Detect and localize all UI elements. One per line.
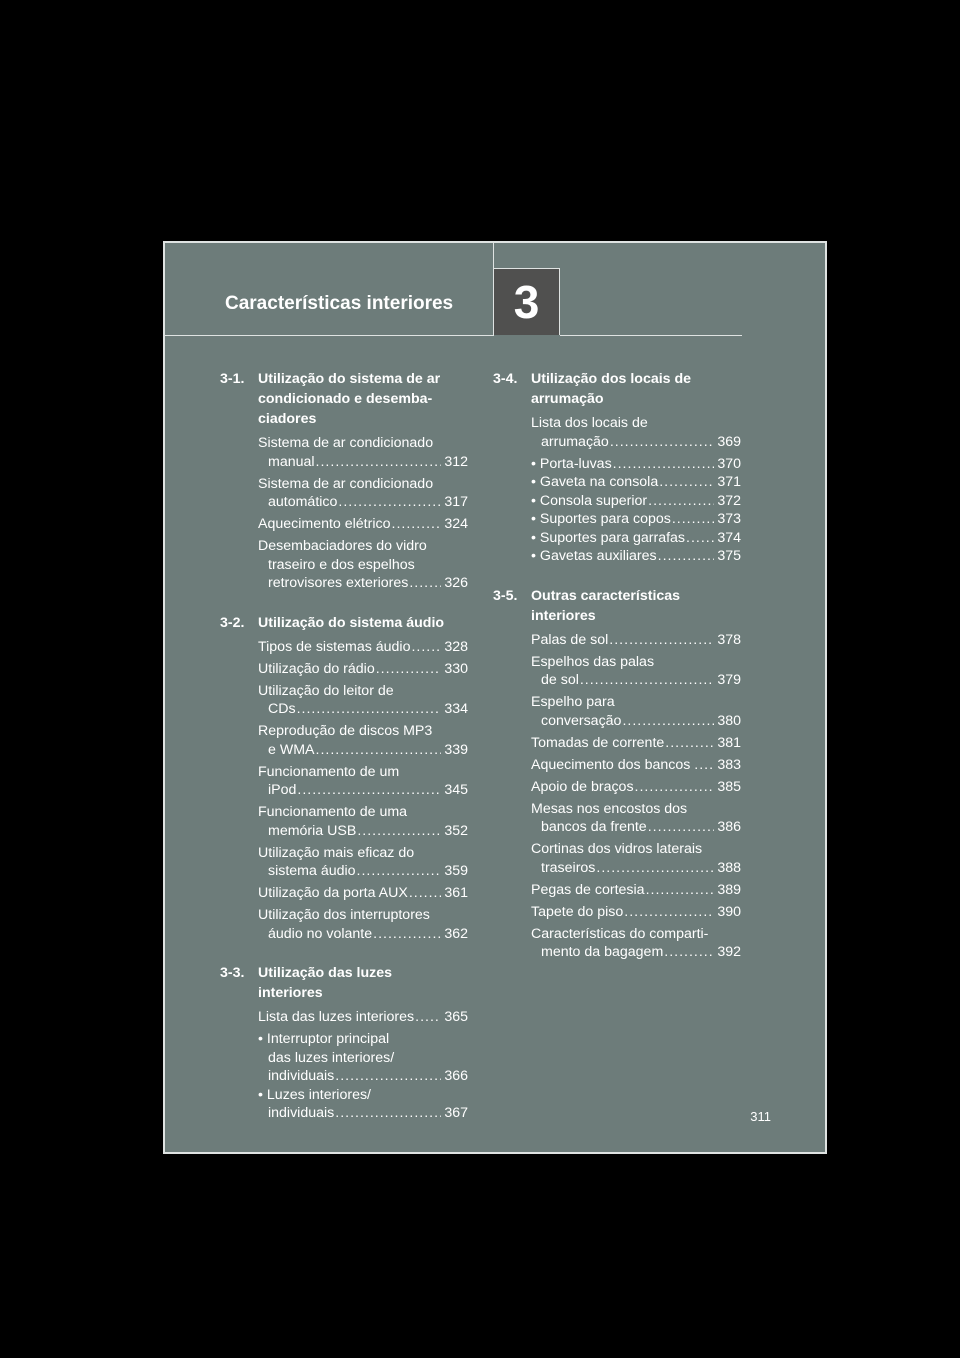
entry-text: Sistema de ar condicionado [258,475,434,492]
entry-line [531,631,741,650]
leader-dots [335,1067,441,1086]
entry-line [258,862,468,881]
section-title [258,369,468,429]
leader-dots [580,671,714,690]
toc-entry[interactable] [220,1086,468,1123]
entry-page-number: 345 [444,782,468,798]
toc-left-column [220,369,468,1143]
toc-entry[interactable] [220,722,468,759]
toc-entry[interactable] [493,925,741,962]
entry-text: CDs [268,701,296,717]
section-number: 3-4. [493,371,518,387]
entry-line [258,475,468,494]
entry-text: traseiros [541,859,596,876]
section-title-line: condicionado e desemba- [258,391,433,407]
entry-text: automático [268,494,338,510]
leader-dots [646,881,715,900]
entry-text: Utilização dos interruptores [258,907,430,923]
entry-text: Espelhos das palas [531,653,655,670]
entry-line [258,906,468,925]
entry-text: Mesas nos encostos dos [531,800,688,817]
entry-line [258,660,468,679]
entry-line [531,547,741,566]
entry-line [258,844,468,863]
entry-line [531,800,741,819]
leader-dots [409,884,441,903]
section-title [258,963,468,1003]
entry-page-number: 370 [717,455,741,472]
toc-entry[interactable] [493,631,741,650]
entry-text: das luzes interiores/ [268,1049,395,1066]
leader-dots [338,493,441,512]
entry-line [258,700,468,719]
leader-dots [357,822,441,841]
entry-text: • Gaveta na consola [531,474,659,490]
toc-entry[interactable] [493,653,741,690]
toc-entry[interactable] [493,547,741,566]
toc-entry[interactable] [493,414,741,451]
entry-page-number: 381 [717,734,741,751]
entry-text: mento da bagagem [541,944,664,960]
entry-line [531,693,741,712]
section-title [258,613,468,633]
toc-entry[interactable] [493,734,741,753]
toc-entry[interactable] [493,800,741,837]
entry-line [258,1104,468,1123]
section-title-line: Utilização dos locais de [531,371,692,387]
leader-dots [609,631,714,650]
entry-line [258,434,468,453]
section-title [531,369,741,409]
toc-entry[interactable] [493,756,741,775]
entry-line [258,741,468,760]
toc-entry[interactable] [220,1030,468,1086]
section-title-line: Utilização do sistema de ar [258,371,441,387]
entry-page-number: 383 [717,756,741,773]
entry-text: Tipos de sistemas áudio [258,638,411,655]
entry-line [531,881,741,900]
entry-text: Espelho para [531,694,615,710]
entry-line [531,529,741,548]
entry-line [531,492,741,511]
entry-text: Pegas de cortesia [531,881,645,898]
leader-dots [415,1008,441,1027]
entry-text: Cortinas dos vidros laterais [531,841,703,857]
entry-text: memória USB [268,822,357,839]
entry-page-number: 388 [717,859,741,876]
leader-dots [392,515,442,534]
entry-line [258,537,468,556]
leader-dots [635,778,715,797]
toc-entry[interactable] [493,881,741,900]
chapter-number-badge: 3 [493,268,560,335]
entry-text: bancos da frente [541,819,647,835]
section-title-line: Utilização das luzes [258,965,393,981]
entry-text: Funcionamento de uma [258,804,408,820]
toc-entry[interactable] [220,434,468,471]
entry-line [258,453,468,472]
entry-page-number: 362 [444,925,468,942]
leader-dots [297,781,441,800]
entry-line [258,1086,468,1105]
entry-line [258,781,468,800]
leader-dots [316,453,442,472]
entry-line [258,722,468,741]
entry-page-number: 330 [444,660,468,677]
section-title [531,586,741,626]
entry-text: Funcionamento de um [258,763,400,780]
entry-text: Utilização mais eficaz do [258,844,415,861]
leader-dots [411,638,441,657]
entry-line [531,859,741,878]
toc-entry[interactable] [493,693,741,730]
section-number: 3-5. [493,587,518,604]
section-title-line: ciadores [258,411,317,427]
entry-line [531,818,741,837]
leader-dots [596,859,714,878]
leader-dots [659,473,714,492]
toc-section [493,369,741,566]
toc-entry[interactable] [220,682,468,719]
toc-entry[interactable] [220,660,468,679]
entry-page-number: 369 [717,433,741,450]
section-title-line: Outras características [531,587,681,604]
entry-text: • Suportes para copos [531,511,671,527]
entry-text: arrumação [541,433,609,450]
entry-line [531,903,741,922]
entry-text: Lista dos locais de [531,415,648,431]
entry-text: manual [268,453,315,470]
entry-line [531,671,741,690]
entry-page-number: 366 [444,1068,468,1084]
toc-entry[interactable] [220,638,468,657]
entry-line [258,556,468,575]
entry-text: • Gavetas auxiliares [531,548,657,564]
toc-entry[interactable] [220,537,468,593]
toc-entry[interactable] [493,455,741,474]
toc-entry[interactable] [493,903,741,922]
entry-text: Tomadas de corrente [531,734,665,751]
entry-page-number: 361 [444,885,468,901]
entry-page-number: 378 [717,631,741,648]
toc-entry[interactable] [493,529,741,548]
section-heading [493,586,741,626]
entry-text: • Interruptor principal [258,1031,390,1047]
toc-entry[interactable] [220,906,468,943]
entry-line [531,925,741,944]
entry-text: • Consola superior [531,492,648,509]
entry-line [258,574,468,593]
entry-page-number: 375 [717,548,741,564]
entry-page-number: 317 [444,494,468,510]
leader-dots [316,741,442,760]
header-divider-vertical [493,243,494,268]
entry-line [531,734,741,753]
entry-page-number: 367 [444,1105,468,1121]
section-title-line: interiores [258,985,323,1001]
entry-line [531,756,741,775]
section-title-line: interiores [531,607,596,624]
entry-page-number: 389 [717,881,741,898]
entry-line [258,763,468,782]
header-rule-right [560,335,742,336]
toc-right-column [493,369,741,982]
leader-dots [373,925,441,944]
entry-text: Tapete do piso [531,903,624,920]
entry-line [531,433,741,452]
entry-text: Utilização do rádio [258,660,375,677]
entry-page-number: 371 [717,474,741,490]
entry-page-number: 380 [717,712,741,729]
section-heading [220,613,468,633]
toc-entry[interactable] [493,840,741,877]
entry-line [258,638,468,657]
toc-entry[interactable] [493,510,741,529]
entry-text: • Porta-luvas [531,455,612,472]
chapter-title: Características interiores [225,293,454,314]
entry-text: sistema áudio [268,863,356,879]
entry-text: de sol [541,672,579,688]
entry-text: individuais [268,1105,335,1121]
entry-page-number: 372 [717,492,741,509]
leader-dots [658,547,715,566]
leader-dots [665,734,714,753]
entry-page-number: 386 [717,819,741,835]
entry-line [258,884,468,903]
toc-section [493,586,741,962]
entry-page-number: 379 [717,672,741,688]
section-number: 3-3. [220,965,245,981]
entry-line [258,803,468,822]
entry-text: Desembaciadores do vidro [258,538,427,554]
entry-page-number: 365 [444,1009,468,1025]
entry-line [531,943,741,962]
entry-text: traseiro e dos espelhos [268,556,415,573]
entry-line [258,1049,468,1068]
leader-dots [672,510,714,529]
entry-text: Aquecimento elétrico [258,516,391,532]
entry-line [531,653,741,672]
toc-entry[interactable] [220,515,468,534]
entry-line [258,822,468,841]
entry-line [531,712,741,731]
section-heading [220,369,468,429]
leader-dots [648,492,714,511]
toc-entry[interactable] [220,763,468,800]
toc-entry[interactable] [493,778,741,797]
leader-dots [376,660,442,679]
entry-text: Aquecimento dos bancos . [531,756,699,773]
entry-text: Utilização do leitor de [258,682,394,699]
entry-text: Utilização da porta AUX [258,885,408,901]
entry-page-number: 326 [444,575,468,591]
entry-line [258,1067,468,1086]
entry-text: individuais [268,1068,335,1084]
entry-text: Lista das luzes interiores [258,1009,415,1025]
entry-page-number: 359 [444,863,468,879]
entry-text: Reprodução de discos MP3 [258,723,433,739]
entry-line [531,510,741,529]
entry-page-number: 385 [717,778,741,795]
section-number: 3-1. [220,371,245,387]
entry-line [531,473,741,492]
leader-dots [297,700,442,719]
toc-entry[interactable] [493,473,741,492]
toc-entry[interactable] [220,803,468,840]
entry-text: Apoio de braços [531,778,634,795]
section-heading [220,963,468,1003]
entry-text: Sistema de ar condicionado [258,435,434,451]
entry-page-number: 339 [444,741,468,758]
leader-dots [357,862,442,881]
toc-entry[interactable] [220,884,468,903]
entry-line [258,515,468,534]
toc-section [220,369,468,593]
entry-line [258,493,468,512]
entry-text: Características do comparti- [531,925,709,942]
entry-page-number: 312 [444,453,468,470]
entry-page-number: 390 [717,903,741,920]
entry-line [531,778,741,797]
entry-line [258,1008,468,1027]
entry-text: • Luzes interiores/ [258,1086,372,1103]
toc-entry[interactable] [493,492,741,511]
toc-entry[interactable] [220,475,468,512]
toc-entry[interactable] [220,1008,468,1027]
manual-page [163,241,827,1154]
leader-dots [335,1104,441,1123]
section-heading [493,369,741,409]
entry-page-number: 373 [717,511,741,527]
entry-line [258,1030,468,1049]
entry-line [258,925,468,944]
toc-section [220,963,468,1123]
entry-text: retrovisores exteriores [268,575,409,591]
leader-dots [610,433,715,452]
section-title-line: arrumação [531,391,604,407]
section-number: 3-2. [220,614,245,631]
entry-page-number: 352 [444,822,468,839]
entry-page-number: 334 [444,701,468,717]
leader-dots [622,712,714,731]
entry-line [531,414,741,433]
leader-dots [699,756,714,775]
entry-text: e WMA [268,741,315,758]
entry-text: conversação [541,712,622,729]
toc-entry[interactable] [220,844,468,881]
entry-page-number: 324 [444,516,468,532]
entry-text: áudio no volante [268,925,373,942]
entry-line [531,840,741,859]
leader-dots [648,818,715,837]
section-title-line: Utilização do sistema áudio [258,614,445,631]
entry-text: • Suportes para garrafas [531,529,686,546]
entry-text: Palas de sol [531,631,609,648]
page-number: 311 [750,1109,771,1124]
leader-dots [409,574,441,593]
entry-text: iPod [268,782,297,798]
entry-line [531,455,741,474]
leader-dots [624,903,714,922]
leader-dots [686,529,714,548]
toc-section [220,613,468,944]
leader-dots [664,943,714,962]
entry-page-number: 374 [717,529,741,546]
entry-page-number: 392 [717,944,741,960]
entry-line [258,682,468,701]
header-rule-left [165,335,494,336]
entry-page-number: 328 [444,638,468,655]
leader-dots [613,455,715,474]
